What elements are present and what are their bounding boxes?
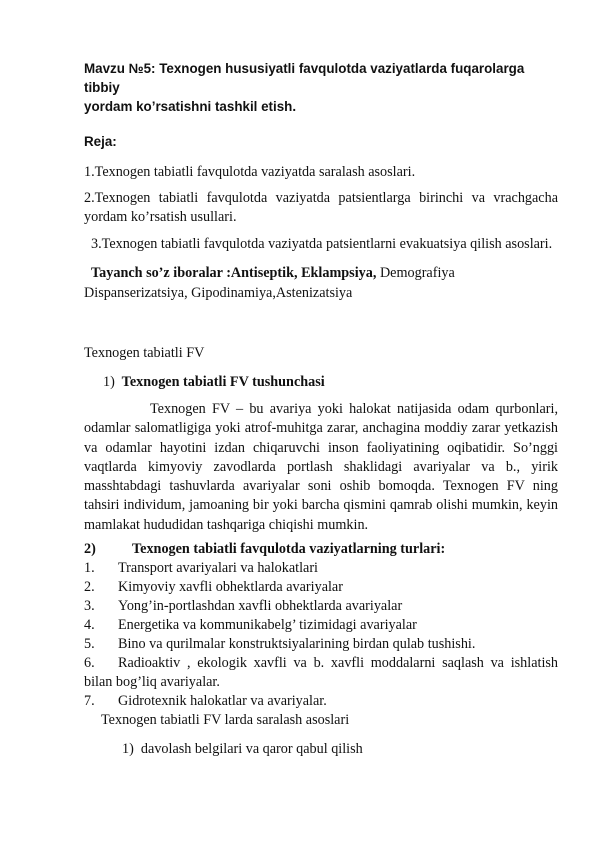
keywords-label: Tayanch so’z iboralar : [91,265,231,281]
plan-item-3: 3.Texnogen tabiatli favqulotda vaziyatda patsientlarni evakuatsiya qilish asoslari. [91,236,553,252]
plan-heading: Reja: [84,134,117,149]
type-number: 1. [84,560,95,576]
keywords-rest-1: Demografiya [376,265,455,281]
section2-number: 2) [84,541,96,557]
type-item-continuation: bilan bog’liq avariyalar. [84,674,220,690]
type-number: 4. [84,617,95,633]
page-title [84,59,558,116]
plan-item-1: 1.Texnogen tabiatli favqulotda vaziyatda saralash asoslari. [84,164,416,180]
sorting-item-text: davolash belgilari va qaror qabul qilish [140,741,363,757]
type-item: Gidrotexnik halokatlar va avariyalar. [118,693,327,709]
sorting-heading: Texnogen tabiatli FV larda saralash asoslari [101,712,350,728]
plan-item-2: 2.Texnogen tabiatli favqulotda vaziyatda patsientlarga birinchi va vrachgacha yordam ko’rsatish usullari. [84,190,558,225]
section1-number: 1) [103,374,115,390]
type-number: 5. [84,636,95,652]
sorting-item [122,740,552,759]
section1-heading [103,373,577,392]
section1-title: Texnogen tabiatli FV tushunchasi [121,374,325,390]
type-item: Transport avariyalari va halokatlari [118,560,319,576]
section2-title: Texnogen tabiatli favqulotda vaziyatlarning turlari: [132,541,446,557]
section2-heading [84,540,558,559]
title-line-1: Mavzu №5: Texnogen hususiyatli favqulotda vaziyatlarda fuqarolarga tibbiy [84,61,525,95]
type-item: Kimyoviy xavfli obhektlarda avariyalar [118,579,343,595]
type-number: 6. [84,655,95,671]
type-number: 7. [84,693,95,709]
keywords-line-2: Dispanserizatsiya, Gipodinamiya,Astenizatsiya [84,285,353,301]
type-number: 2. [84,579,95,595]
sorting-item-number: 1) [122,741,134,757]
keywords-bold-terms: Antiseptik, Eklampsiya, [230,265,377,281]
section-intro: Texnogen tabiatli FV [84,345,205,361]
type-item: Radioaktiv , ekologik xavfli va b. xavfli moddalarni saqlash va ishlatish [118,655,558,671]
title-line-2: yordam ko’rsatishni tashkil etish. [84,99,297,114]
type-item: Bino va qurilmalar konstruktsiyalarining birdan qulab tushishi. [118,636,476,652]
type-number: 3. [84,598,95,614]
keywords-line-1 [91,264,565,283]
section1-paragraph: Texnogen FV – bu avariya yoki halokat natijasida odam qurbonlari, odamlar salomatligiga yoki atrof-muhitga zarar, anchagina moddiy zarar yetkazish va odamlar hayotini izdan chiqaruvchi inson faoliyatining oqibatidir. So’nggi vaqtlarda kimyoviy zavodlarda portlash shaklidagi avariyalar va b., yirik masshtabdagi tashuvlarda avariyalar soni oshib bomoqda. Texnogen FV ning tahsiri individum, jamoaning bir yoki barcha qismini qamrab olishi mumkin, keyin mamlakat hududidan tashqariga chiqishi mumkin. [84,401,558,533]
type-item: Energetika va kommunikabelg’ tizimidagi avariyalar [118,617,417,633]
type-item: Yong’in-portlashdan xavfli obhektlarda avariyalar [118,598,403,614]
